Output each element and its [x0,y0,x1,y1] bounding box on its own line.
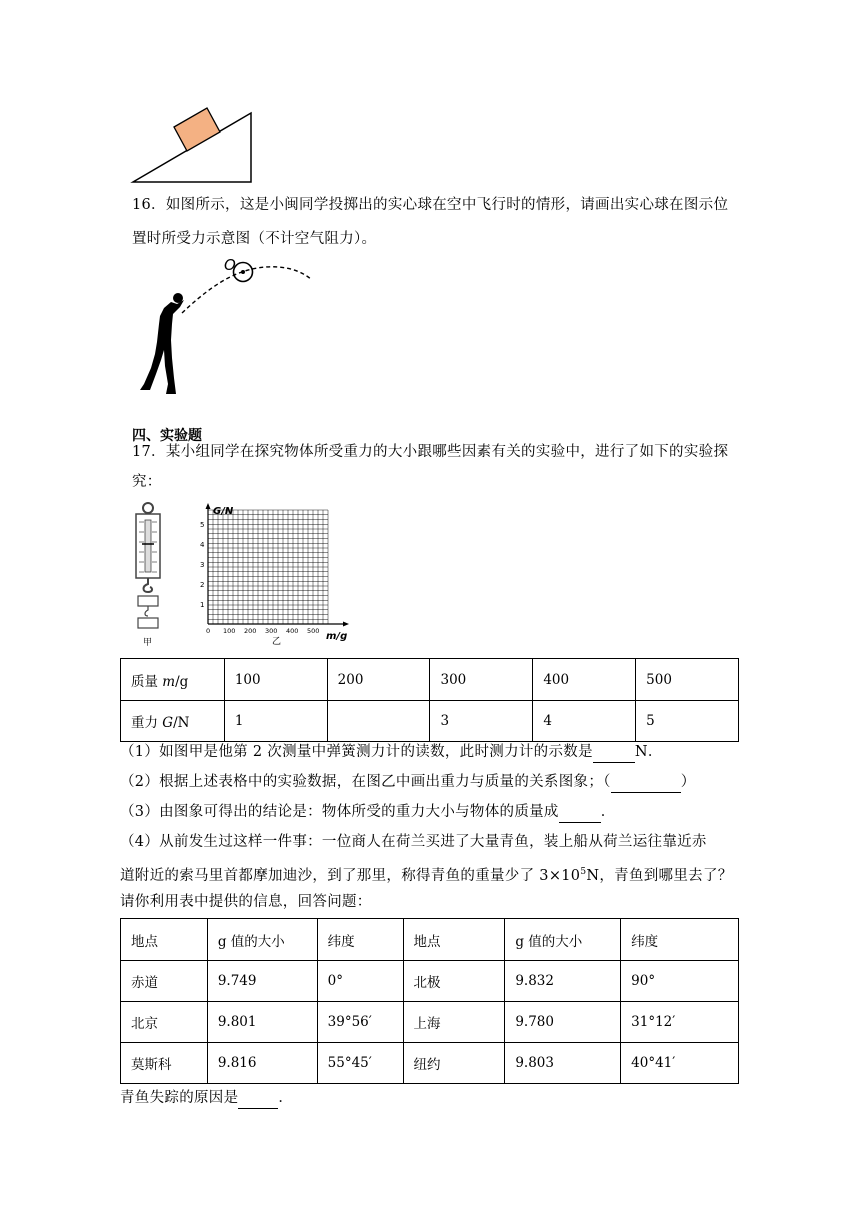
table-cell: 地点 [121,919,208,961]
table-cell: 200 [327,659,430,701]
weight-block-1 [138,596,158,606]
table-row [121,701,739,742]
table-cell: 莫斯科 [121,1043,208,1084]
point-o-label: O [224,256,236,274]
y-tick-label: 1 [200,601,205,609]
table-cell: 北极 [403,961,505,1002]
table-cell: 3 [430,701,533,742]
scale-ring [143,503,153,513]
table-cell: 9.816 [207,1043,317,1084]
table-row [121,961,739,1002]
table-row [121,659,739,701]
x-tick-label: 100 [223,627,236,635]
table-cell: 9.749 [207,961,317,1002]
incline-block-figure [130,106,260,186]
table-cell: 55°45′ [317,1043,403,1084]
table-cell: 纬度 [317,919,403,961]
y-tick-label: 3 [200,561,205,569]
q17-final: 青鱼失踪的原因是 ． [120,1088,293,1109]
section-title: 四、实验题 [132,428,202,444]
table-cell [327,701,430,742]
g-value-table [120,918,739,1084]
table-cell: 300 [430,659,533,701]
table-cell: 90° [621,961,739,1002]
table-cell: 400 [533,659,636,701]
answer-blank-1[interactable] [593,742,635,763]
x-tick-label: 300 [265,627,278,635]
weight-block-2 [138,618,158,628]
x-tick-label: 0 [206,627,211,635]
shot-put-figure [134,250,324,398]
y-tick-label: 4 [200,541,205,549]
x-tick-label: 200 [244,627,257,635]
trajectory-dashed-line [182,267,312,313]
y-tick-label: 2 [200,581,205,589]
q16-line1: 16．如图所示，这是小闽同学投掷出的实心球在空中飞行时的情形，请画出实心球在图示位 [132,197,729,213]
table-cell: g 值的大小 [207,919,317,961]
table-cell: 9.803 [505,1043,621,1084]
table-cell: 质量 m/g [121,659,225,701]
graph-grid [208,510,328,624]
thrower-silhouette [140,293,184,394]
table-cell: 39°56′ [317,1002,403,1043]
fig-yi-label: 乙 [272,637,282,647]
table-cell: 纽约 [403,1043,505,1084]
x-tick-label: 500 [307,627,320,635]
gravity-mass-graph [196,500,356,648]
table-cell: 100 [224,659,327,701]
answer-blank-3[interactable] [559,802,601,823]
table-row [121,1002,739,1043]
q17-part2: （2）根据上述表格中的实验数据，在图乙中画出重力与质量的关系图象；（ ） [120,772,696,793]
table-cell: 北京 [121,1002,208,1043]
y-tick-label: 5 [200,521,205,529]
table-cell: 9.801 [207,1002,317,1043]
q16-line2: 置时所受力示意图（不计空气阻力）。 [132,231,377,247]
x-tick-label: 400 [286,627,299,635]
table-cell: 40°41′ [621,1043,739,1084]
table-cell: 5 [636,701,739,742]
y-axis-label: G/N [213,506,234,517]
table-cell: 31°12′ [621,1002,739,1043]
q17-part4-line1: （4）从前发生过这样一件事：一位商人在荷兰买进了大量青鱼，装上船从荷兰运往靠近赤 [120,834,707,850]
table-cell: 1 [224,701,327,742]
ball-center-dot [241,270,245,274]
table-cell: 重力 G/N [121,701,225,742]
answer-blank-2[interactable] [611,772,681,793]
table-cell: 500 [636,659,739,701]
answer-blank-4[interactable] [238,1088,278,1109]
table-row [121,1043,739,1084]
mass-gravity-table [120,658,739,742]
spring-scale-figure [128,500,168,648]
q17-line2: 究： [132,474,162,490]
table-cell: 0° [317,961,403,1002]
table-cell: 纬度 [621,919,739,961]
q17-line1: 17．某小组同学在探究物体所受重力的大小跟哪些因素有关的实验中，进行了如下的实验探 [132,444,729,460]
q17-part4-line2: 道附近的索马里首都摩加迪沙，到了那里，称得青鱼的重量少了 $3\times 10^5N$，青鱼到哪里去了？ [120,867,733,884]
scale-hook [144,578,153,592]
table-cell: 赤道 [121,961,208,1002]
table-cell: 9.832 [505,961,621,1002]
table-row [121,919,739,961]
x-axis-label: m/g [326,631,348,642]
table-cell: 地点 [403,919,505,961]
table-cell: g 值的大小 [505,919,621,961]
q17-part3: （3）由图象可得出的结论是：物体所受的重力大小与物体的质量成 ． [120,802,616,823]
table-cell: 上海 [403,1002,505,1043]
q17-part4-line3: 请你利用表中提供的信息，回答问题： [120,894,372,910]
fig-jia-label: 甲 [143,638,153,648]
table-cell: 9.780 [505,1002,621,1043]
table-cell: 4 [533,701,636,742]
q17-part1: （1）如图甲是他第 2 次测量中弹簧测力计的读数，此时测力计的示数是 N． [120,742,663,763]
